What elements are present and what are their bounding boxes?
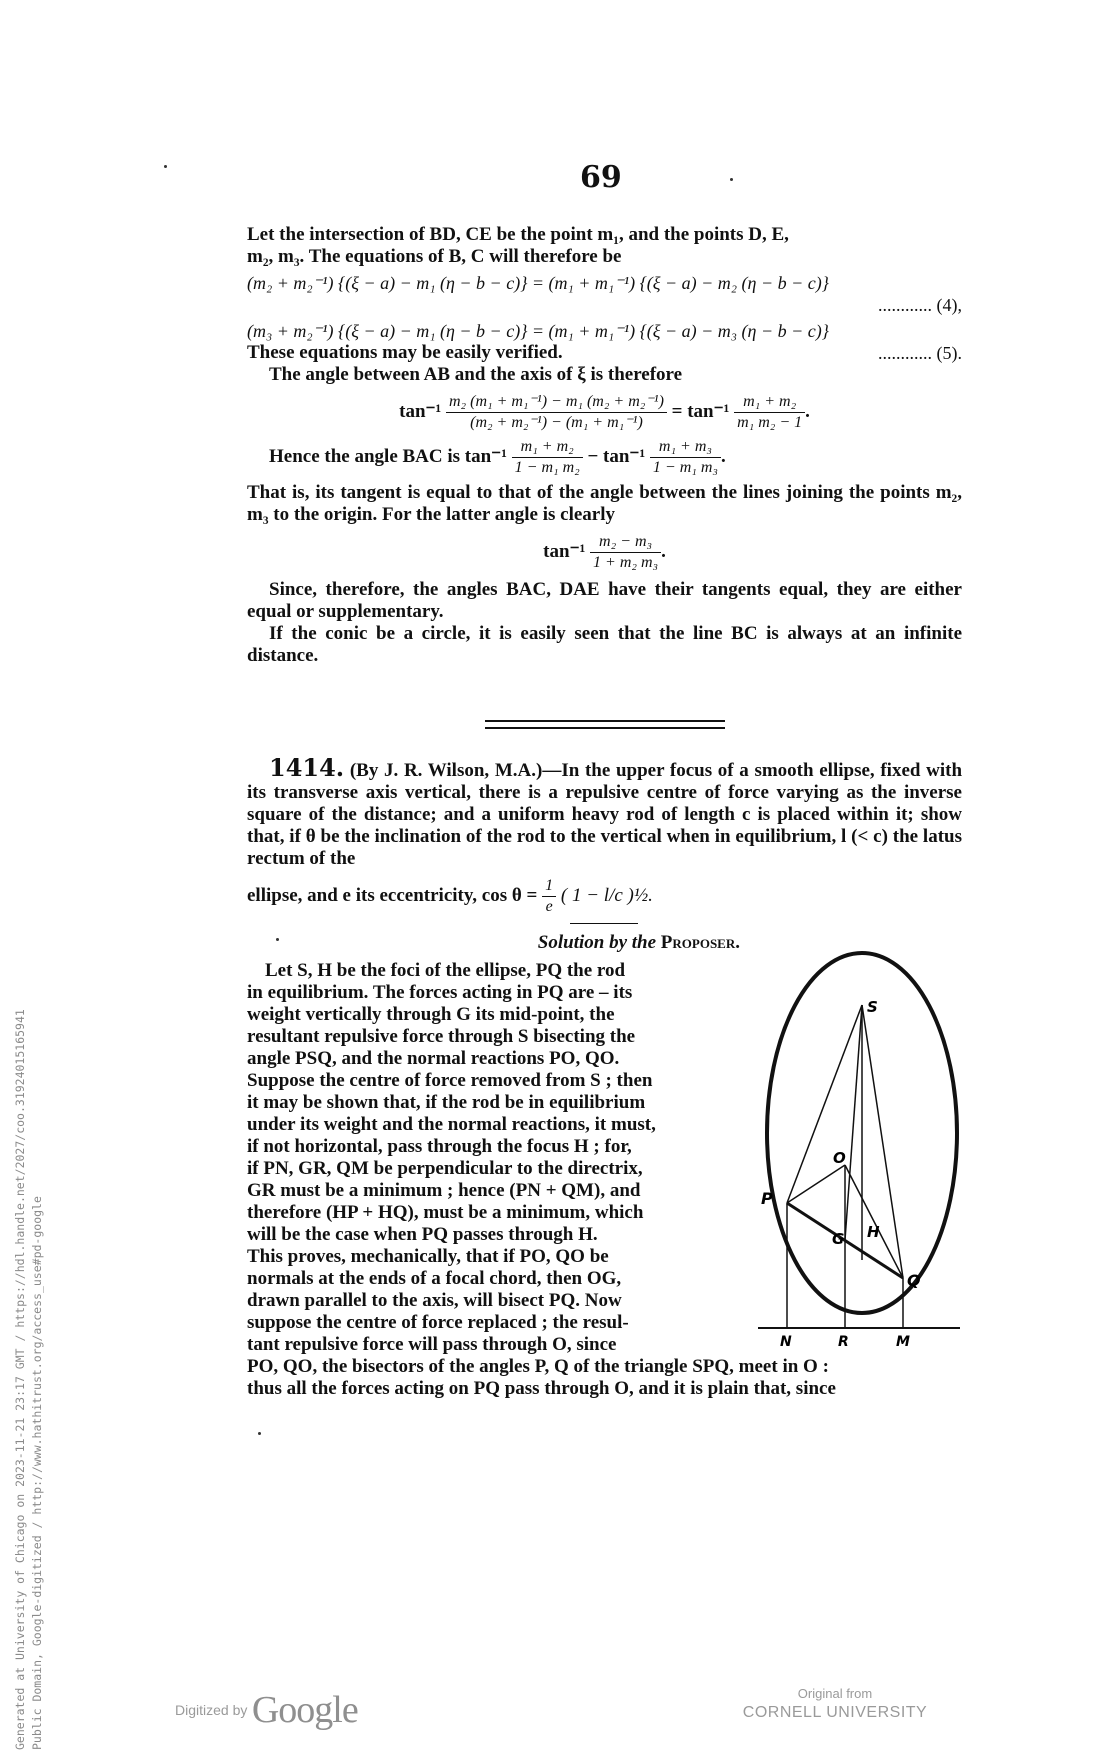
original-from-text: Original from	[797, 1686, 873, 1701]
solution-line: under its weight and the normal reactions, it must,	[247, 1114, 656, 1135]
fraction-2-denominator: m₁ m₂ − 1	[737, 414, 803, 431]
solution-line: GR must be a minimum ; hence (PN + QM), and	[247, 1180, 641, 1201]
fraction-3	[512, 437, 583, 478]
solution-line: it may be shown that, if the rod be in equilibrium	[247, 1092, 646, 1113]
angle-ab-text: The angle between AB and the axis of ξ is therefore	[269, 364, 683, 385]
text-line: m₂, m₃. The equations of B, C will therefore be	[247, 246, 622, 267]
label-G: G	[832, 1230, 845, 1248]
verify-text: These equations may be easily verified.	[247, 342, 563, 363]
fraction-5-denominator: 1 + m₂ m₃	[593, 554, 659, 571]
text-line: PO, QO, the bisectors of the angles P, Q of the triangle SPQ, meet in O :	[247, 1356, 829, 1377]
fraction-2	[734, 392, 805, 433]
solution-line: tant repulsive force will pass through O, since	[247, 1334, 617, 1355]
solution-text	[247, 960, 727, 1356]
bac-text: Hence the angle BAC is tan⁻¹	[269, 445, 507, 467]
line-SP	[787, 1005, 862, 1203]
solution-line: if not horizontal, pass through the focus H ; for,	[247, 1136, 632, 1157]
google-digitized-footer	[175, 1688, 358, 1732]
text-line: Let the intersection of BD, CE be the point m₁, and the points D, E,	[247, 224, 789, 245]
tan-label: tan⁻¹	[543, 540, 586, 562]
solution-line: This proves, mechanically, that if PO, QO be	[247, 1246, 609, 1267]
problem-text: (By J. R. Wilson, M.A.)—In the upper focus of a smooth ellipse, fixed with its transverse axis vertical, there is a repulsive centre of force varying as the inverse square of the distance; and a uniform heavy rod of length c is placed within it; show that, if θ be the inclination of the rod to the vertical when in equilibrium, l (< c) the latus rectum of the	[247, 760, 963, 869]
bac-equation: Hence the angle BAC is tan⁻¹ $\frac{\text{m₁ + m₂}}{\text{1 − m₁ m₂}}$ − tan⁻¹ $\frac{\text{m₁ + m₃}}{\text{1 − m₁ m₃}}$ .	[269, 438, 726, 476]
institution-name: CORNELL UNIVERSITY	[742, 1704, 928, 1721]
problem-statement	[247, 753, 963, 870]
label-Q: Q	[907, 1271, 921, 1290]
line-PO	[787, 1165, 845, 1203]
solution-line: normals at the ends of a focal chord, then OG,	[247, 1268, 622, 1289]
solution-line: resultant repulsive force through S bisecting the	[247, 1026, 636, 1047]
fraction-4	[650, 437, 721, 478]
line-SG	[845, 1005, 862, 1240]
fraction-5-numerator: m₂ − m₃	[590, 532, 661, 553]
tan-equation-latter: tan⁻¹ $\frac{\text{m₂ − m₃}}{\text{1 + m₂ m₃}}$ .	[543, 533, 666, 571]
equation-4: (m₂ + m₂⁻¹) {(ξ − a) − m₁ (η − b − c)} = (m₁ + m₁⁻¹) {(ξ − a) − m₂ (η − b − c)}	[247, 273, 829, 293]
solution-line: drawn parallel to the axis, will bisect PQ. Now	[247, 1290, 622, 1311]
fraction-3-numerator: m₁ + m₂	[512, 437, 583, 458]
fraction-2-numerator: m₁ + m₂	[734, 392, 805, 413]
label-M: M	[896, 1334, 910, 1350]
google-logo: Google	[251, 1689, 358, 1731]
fraction-4-denominator: 1 − m₁ m₃	[652, 459, 718, 476]
verify-row	[247, 342, 962, 364]
circle-paragraph: If the conic be a circle, it is easily seen that the line BC is always at an infinite distance.	[247, 623, 962, 666]
cos-fraction	[542, 876, 556, 917]
label-N: N	[780, 1334, 792, 1350]
solution-line: will be the case when PQ passes through H.	[247, 1224, 598, 1245]
problem-formula-line	[247, 876, 962, 917]
watermark-line-2: Public Domain, Google-digitized / http://www.hathitrust.org/access_use#pd-google	[30, 1196, 44, 1750]
paren-expression: ( 1 − l/c )½.	[560, 884, 653, 906]
cos-fraction-numerator: 1	[542, 876, 556, 897]
fraction-1-denominator: (m₂ + m₂⁻¹) − (m₁ + m₁⁻¹)	[470, 414, 643, 431]
solution-line: suppose the centre of force replaced ; the resul-	[247, 1312, 629, 1333]
label-H: H	[867, 1223, 880, 1241]
paragraph-intersection	[247, 224, 962, 268]
problem-number: 1414.	[269, 753, 345, 782]
tan-equation-1: tan⁻¹ $\frac{\text{m₂ (m₁ + m₁⁻¹) − m₁ (m₂ + m₂⁻¹)}}{\text{(m₂ + m₂⁻¹) − (m₁ + m₁⁻¹)}}$ = tan⁻¹ $\frac{\text{m₁ + m₂}}{\text{m₁ m₂ − 1}}$ .	[399, 393, 810, 431]
solution-line: weight vertically through G its mid-point, the	[247, 1004, 615, 1025]
scan-speck	[276, 938, 279, 941]
tan-label: tan⁻¹	[399, 400, 442, 422]
solution-heading-name: Proposer.	[660, 932, 740, 953]
equals-tan: = tan⁻¹	[671, 400, 730, 422]
fraction-3-denominator: 1 − m₁ m₂	[514, 459, 580, 476]
label-P: P	[761, 1189, 773, 1208]
solution-line: angle PSQ, and the normal reactions PO, QO.	[247, 1048, 620, 1069]
solution-line: Suppose the centre of force removed from S ; then	[247, 1070, 653, 1091]
fraction-5	[590, 532, 661, 573]
equation-5: (m₃ + m₂⁻¹) {(ξ − a) − m₁ (η − b − c)} = (m₁ + m₁⁻¹) {(ξ − a) − m₃ (η − b − c)}	[247, 321, 829, 341]
solution-line: in equilibrium. The forces acting in PQ are – its	[247, 982, 633, 1003]
equation-5-tag: ............ (5).	[878, 343, 962, 363]
ellipse-figure	[755, 950, 965, 1355]
solution-line: therefore (HP + HQ), must be a minimum, which	[247, 1202, 644, 1223]
label-O: O	[833, 1149, 846, 1167]
label-R: R	[838, 1334, 849, 1350]
original-source-footer	[740, 1686, 930, 1724]
watermark-line-1: Generated at University of Chicago on 2023-11-21 23:17 GMT / https://hdl.handle.net/2027/coo.31924015165941	[13, 1009, 27, 1750]
section-divider	[485, 720, 725, 729]
page-number: 69	[580, 160, 622, 195]
label-S: S	[867, 998, 878, 1016]
fraction-4-numerator: m₁ + m₃	[650, 437, 721, 458]
problem-last-line: ellipse, and e its eccentricity, cos θ =	[247, 884, 538, 906]
cos-fraction-denominator: e	[545, 898, 553, 915]
solution-full-lines	[247, 1356, 962, 1400]
scan-speck	[258, 1432, 261, 1435]
minus-tan: − tan⁻¹	[587, 445, 646, 467]
hathitrust-watermark	[12, 1009, 46, 1750]
solution-heading-italic: Solution by the	[537, 932, 657, 953]
equation-4-tag: ............ (4),	[878, 295, 962, 315]
digitized-by-text: Digitized by	[175, 1702, 248, 1718]
upper-section	[247, 224, 962, 667]
since-paragraph: Since, therefore, the angles BAC, DAE have their tangents equal, they are either equal or supplementary.	[247, 579, 962, 622]
fraction-1-numerator: m₂ (m₁ + m₁⁻¹) − m₁ (m₂ + m₂⁻¹)	[446, 392, 667, 413]
problem-section	[247, 753, 963, 917]
tangent-paragraph: That is, its tangent is equal to that of the angle between the lines joining the points m₂, m₃ to the origin. For the latter angle is clearly	[247, 482, 962, 525]
heading-rule	[570, 923, 638, 924]
scan-speck	[730, 178, 733, 181]
fraction-1	[446, 392, 667, 433]
scan-speck	[164, 165, 167, 168]
text-line: thus all the forces acting on PQ pass through O, and it is plain that, since	[247, 1378, 836, 1399]
solution-line: if PN, GR, QM be perpendicular to the directrix,	[247, 1158, 643, 1179]
solution-line: Let S, H be the foci of the ellipse, PQ the rod	[265, 960, 626, 981]
